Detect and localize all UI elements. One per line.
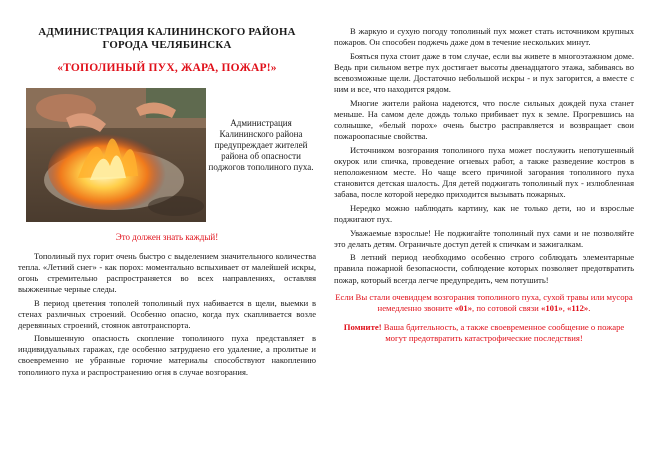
left-body-text	[18, 251, 316, 380]
photo-caption: Администрация Калининского района предупреждает жителей района об опасности поджогов тополиного пуха.	[208, 118, 314, 172]
right-paragraph: Нередко можно наблюдать картину, как не только дети, но и взрослые поджигают пух.	[334, 202, 634, 225]
slogan-title: «ТОПОЛИНЫЙ ПУХ, ЖАРА, ПОЖАР!»	[57, 62, 277, 74]
left-paragraph: В период цветения тополей тополиный пух набивается в щели, выемки в стенах различных строений. Особенно опасно, когда пух скапливается возле деревянных строений, стоянок автотранспорта.	[18, 297, 316, 330]
phone-101: «101»	[540, 302, 563, 313]
right-body-text	[334, 26, 634, 344]
must-know-heading: Это должен знать каждый!	[115, 232, 219, 242]
right-paragraph: Источником возгорания тополиного пуха может послужить непотушенный окурок или спичка, проведение огневых работ, а также разведение костров в неположенном месте. Но чаще всего причиной загорания тополиного пуха становится детская шалость. Для детей поджигать тополиный пух - излюбленная забава, после которой нередко приходится вызывать пожарных.	[334, 144, 634, 200]
left-paragraph: Тополиный пух горит очень быстро с выделением значительного количества тепла. «Летний снег» - как порох: моментально вспыхивает от малейшей искры, огонь стремительно распространяется во всех направлениях, оставляя выжженные черные следы.	[18, 251, 316, 295]
alert-text-middle: , по сотовой связи	[472, 302, 541, 313]
alert-separator: ,	[562, 302, 568, 313]
left-paragraph: Повышенную опасность скопление тополиного пуха представляет в индивидуальных гаражах, где особенно затруднено его удаление, а пролитые и своевременно не убранные горючие материалы способствуют накоплению тополиного пуха и распространению огня в случае возгорания.	[18, 333, 316, 377]
alert-text-end: .	[588, 302, 591, 313]
administration-header	[18, 26, 316, 52]
right-paragraph: Многие жители района надеются, что после сильных дождей пуха станет меньше. На самом деле дождь только прибивает пух к земле. Прогревшись на солнышке, «белый порох» очень быстро расправляется и возвращает свои пожароопасные свойства.	[334, 97, 634, 142]
right-paragraph: Уважаемые взрослые! Не поджигайте тополиный пух сами и не позволяйте это делать детям. Ограничьте доступ детей к спичкам и зажигалкам.	[334, 227, 634, 249]
header-line-2: ГОРОДА ЧЕЛЯБИНСКА	[102, 39, 232, 51]
burning-fluff-photo	[26, 88, 206, 222]
alert-text-before: Если Вы стали очевидцем возгорания тополиного пуха, сухой травы или мусора немедленно звоните	[335, 291, 633, 313]
phone-01: «01»	[454, 302, 473, 313]
phone-112: «112»	[567, 302, 589, 313]
reminder-text: Ваша бдительность, а также своевременное сообщение о пожаре могут предотвратить катастрофические последствия!	[381, 321, 625, 343]
reminder-notice	[338, 322, 630, 344]
right-paragraph: Бояться пуха стоит даже в том случае, если вы живете в многоэтажном доме. Ведь при сильном ветре пух достигает высоты двенадцатого этажа, забиваясь во всевозможные щели. Достаточно небольшой искры - и пух загорится, а вместе с ним и все, что находится рядом.	[334, 50, 634, 95]
header-line-1: АДМИНИСТРАЦИЯ КАЛИНИНСКОГО РАЙОНА	[38, 26, 296, 38]
right-paragraph: В жаркую и сухую погоду тополиный пух может стать источником крупных пожаров. Он способен поджечь даже дом в течение нескольких минут.	[334, 26, 634, 48]
fire-photo-illustration	[26, 88, 206, 222]
reminder-lead: Помните!	[343, 321, 382, 332]
right-paragraph: В летний период необходимо особенно строго соблюдать элементарные правила пожарной безопасности, соблюдение которых позволяет предотвратить пожар, который всегда легче предупредить, чем потушить!	[334, 252, 634, 285]
emergency-call-notice	[334, 292, 634, 314]
